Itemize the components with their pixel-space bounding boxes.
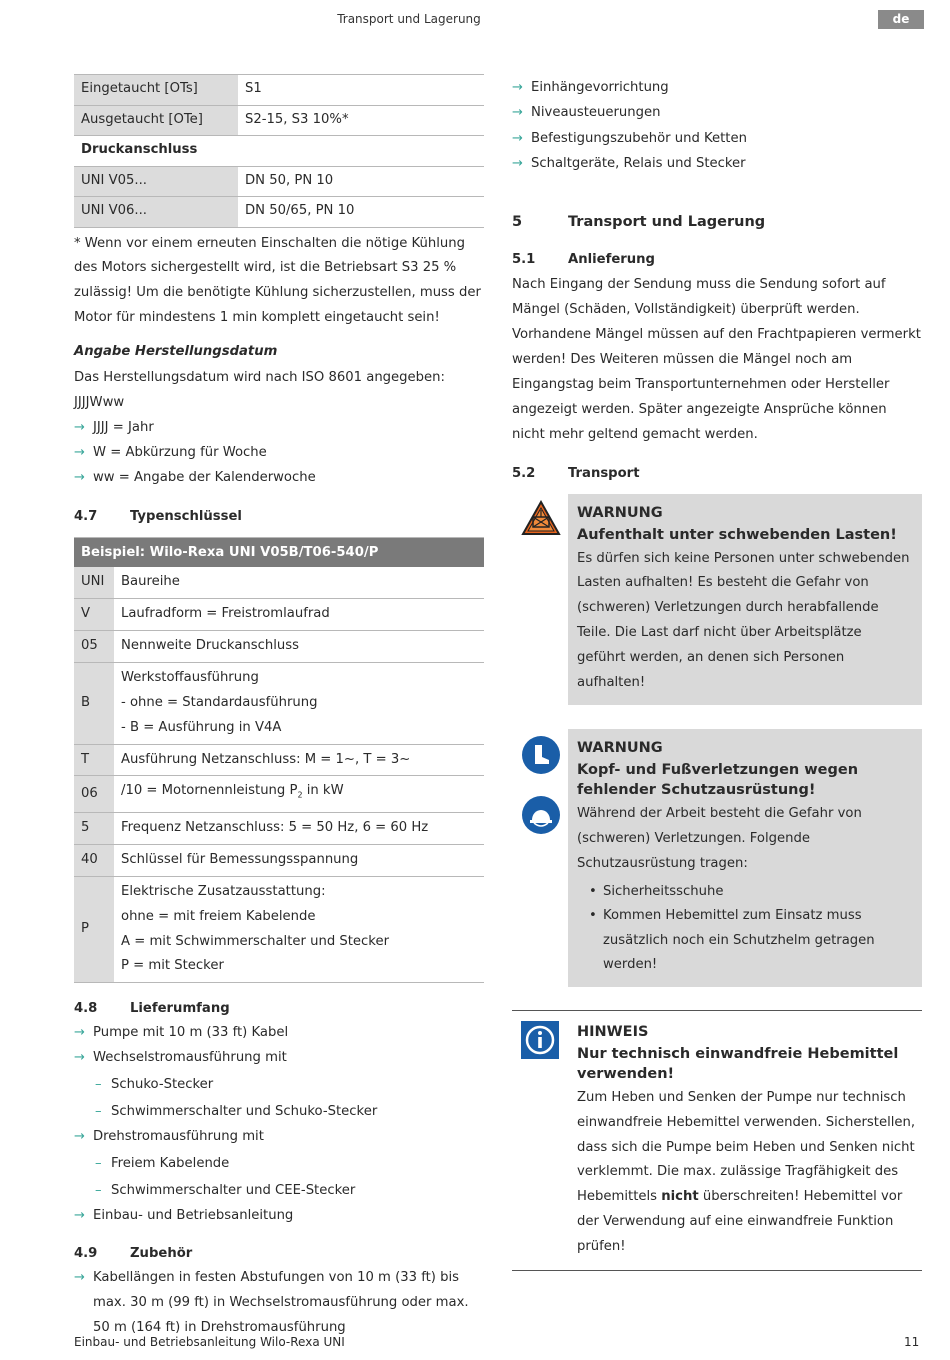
safety-helmet-icon [521, 795, 561, 839]
key-code: 05 [74, 630, 114, 662]
key-desc: Schlüssel für Bemessungsspannung [114, 844, 484, 876]
spec-value: S2-15, S3 10%* [238, 105, 484, 136]
arrow-icon: → [74, 1208, 85, 1224]
arrow-icon: → [512, 80, 523, 95]
accessory-list-cont [512, 75, 922, 176]
key-code: P [74, 876, 114, 983]
table-row [74, 598, 484, 630]
key-desc: Elektrische Zusatzausstattung: ohne = mit freiem Kabelende A = mit Schwimmerschalter und Stecker P = mit Stecker [114, 876, 484, 983]
warning-title: WARNUNG [577, 504, 663, 521]
arrow-icon: → [74, 1270, 85, 1286]
key-code: V [74, 598, 114, 630]
delivery-list [74, 1021, 484, 1071]
manufacture-list [74, 416, 484, 491]
manufacture-heading: Angabe Herstellungsdatum [74, 344, 278, 360]
warning-subtitle: Aufenthalt unter schwebenden Lasten! [577, 526, 897, 543]
section-number: 5.2 [512, 465, 536, 481]
section-heading-5 [512, 210, 922, 234]
section-title: Transport [568, 465, 640, 481]
delivery-text: Nach Eingang der Sendung muss die Sendung sofort auf Mängel (Schäden, Vollständigkeit) überprüft werden. Vorhandene Mängel müssen auf den Frachtpapieren vermerkt werden! Des Weiteren müssen die Mängel noch am Eingangstag beim Transportunternehmen oder Hersteller angezeigt werden. Später angezeigte Ansprüche können nicht mehr geltend gemacht werden. [512, 277, 921, 442]
table-row [74, 567, 484, 598]
list-item: → Drehstromausführung mit [74, 1125, 484, 1150]
dash-icon: – [95, 1077, 102, 1093]
info-icon [521, 1021, 559, 1063]
arrow-icon: → [512, 130, 523, 146]
safety-boots-icon [521, 735, 561, 779]
spec-table [74, 74, 484, 228]
list-item: → Kabellängen in festen Abstufungen von 10 m (33 ft) bis max. 30 m (99 ft) in Wechselstromausführung oder max. 50 m (164 ft) in Drehstromausführung [74, 1266, 484, 1341]
right-column [512, 74, 922, 1271]
key-desc: Frequenz Netzanschluss: 5 = 50 Hz, 6 = 60 Hz [114, 812, 484, 844]
table-row [74, 630, 484, 662]
arrow-icon: → [74, 1050, 85, 1066]
spec-value: DN 50/65, PN 10 [238, 197, 484, 228]
spec-value: S1 [238, 75, 484, 106]
spec-value: DN 50, PN 10 [238, 166, 484, 197]
language-badge: de [878, 10, 924, 29]
section-title: Lieferumfang [130, 1001, 230, 1017]
dash-icon: – [95, 1104, 102, 1120]
left-column [74, 74, 484, 1341]
key-code: 5 [74, 812, 114, 844]
bullet-icon: • [589, 883, 597, 899]
key-code: 40 [74, 844, 114, 876]
ppe-list [577, 880, 913, 978]
list-item: – Schwimmerschalter und CEE-Stecker [74, 1177, 484, 1204]
spec-label: Eingetaucht [OTs] [74, 75, 238, 106]
section-number: 4.8 [74, 1001, 98, 1017]
table-row [74, 812, 484, 844]
section-heading-4-8 [74, 997, 484, 1021]
table-row [74, 744, 484, 776]
list-item: • Sicherheitsschuhe [577, 880, 913, 905]
section-heading-4-9 [74, 1242, 484, 1266]
type-key-table [74, 537, 484, 984]
section-heading-5-1 [512, 248, 922, 272]
arrow-icon: → [74, 444, 85, 460]
spec-label: Ausgetaucht [OTe] [74, 105, 238, 136]
table-row [74, 776, 484, 813]
list-item: → Pumpe mit 10 m (33 ft) Kabel [74, 1021, 484, 1046]
suspended-load-warning-icon [521, 500, 561, 540]
table-row [74, 75, 484, 106]
running-header: Transport und Lagerung [337, 12, 481, 26]
key-desc: Laufradform = Freistromlaufrad [114, 598, 484, 630]
section-heading-5-2 [512, 462, 922, 486]
footer-title: Einbau- und Betriebsanleitung Wilo-Rexa UNI [74, 1335, 345, 1349]
key-code: T [74, 744, 114, 776]
spec-label: UNI V05... [74, 166, 238, 197]
key-desc: Ausführung Netzanschluss: M = 1~, T = 3~ [114, 744, 484, 776]
key-desc: /10 = Motornennleistung $P_2$ in kW [114, 776, 484, 813]
arrow-icon: → [512, 105, 523, 121]
manufacture-text: Das Herstellungsdatum wird nach ISO 8601 angegeben: JJJJWww [74, 370, 445, 410]
delivery-sublist [74, 1071, 484, 1125]
dash-icon: – [95, 1183, 102, 1199]
section-heading-4-7 [74, 505, 484, 529]
section-title: Zubehör [130, 1246, 193, 1262]
warning-text: Während der Arbeit besteht die Gefahr von (schweren) Verletzungen. Folgende Schutzausrüstung tragen: [577, 805, 862, 871]
key-desc: Werkstoffausführung - ohne = Standardausführung - B = Ausführung in V4A [114, 662, 484, 744]
list-item: → Befestigungszubehör und Ketten [512, 126, 922, 151]
key-desc: Baureihe [114, 567, 484, 598]
list-item: • Kommen Hebemittel zum Einsatz muss zusätzlich noch ein Schutzhelm getragen werden! [577, 904, 913, 978]
arrow-icon: → [512, 155, 523, 171]
table-row [74, 166, 484, 197]
section-number: 5.1 [512, 252, 536, 268]
warning-protective-equipment [512, 729, 922, 987]
arrow-icon: → [74, 1025, 85, 1041]
warning-suspended-loads [512, 494, 922, 705]
list-item: → W = Abkürzung für Woche [74, 441, 484, 466]
hint-subtitle: Nur technisch einwandfreie Hebemittel verwenden! [577, 1045, 899, 1082]
list-item: – Freiem Kabelende [74, 1150, 484, 1177]
section-number: 4.9 [74, 1246, 98, 1262]
hint-box [512, 1010, 922, 1271]
dash-icon: – [95, 1156, 102, 1172]
table-row [74, 662, 484, 744]
accessory-list [74, 1266, 484, 1341]
table-row [74, 197, 484, 228]
list-item: – Schuko-Stecker [74, 1071, 484, 1098]
warning-text: Es dürfen sich keine Personen unter schwebenden Lasten aufhalten! Es besteht die Gefahr von (schweren) Verletzungen durch herabfallende Teile. Die Last darf nicht über Arbeitsplätze geführt werden, an denen sich Personen aufhalten! [577, 550, 910, 691]
spec-label: UNI V06... [74, 197, 238, 228]
list-item: → Einhängevorrichtung [512, 75, 922, 100]
delivery-sublist [74, 1150, 484, 1204]
arrow-icon: → [74, 419, 85, 435]
list-item: → Schaltgeräte, Relais und Stecker [512, 151, 922, 176]
arrow-icon: → [74, 1129, 85, 1145]
section-title: Anlieferung [568, 252, 655, 268]
section-number: 4.7 [74, 508, 98, 524]
table-row [74, 136, 484, 167]
table-row [74, 844, 484, 876]
footnote: * Wenn vor einem erneuten Einschalten die nötige Kühlung des Motors sichergestellt wird, ist die Betriebsart S3 25 % zulässig! Um die benötigte Kühlung sicherzustellen, muss der Motor für mindestens 1 min komplett eingetaucht sein! [74, 235, 481, 326]
list-item: → Wechselstromausführung mit [74, 1046, 484, 1071]
page-number: 11 [904, 1335, 920, 1349]
list-item: – Schwimmerschalter und Schuko-Stecker [74, 1098, 484, 1125]
warning-title: WARNUNG [577, 739, 663, 756]
key-code: 06 [74, 776, 114, 813]
table-row [74, 876, 484, 983]
list-item: → JJJJ = Jahr [74, 416, 484, 441]
hint-text: Zum Heben und Senken der Pumpe nur technisch einwandfreie Hebemittel verwenden. Sicherstellen, dass sich die Pumpe beim Heben und Senken nicht verklemmt. Die max. zulässige Tragfähigkeit des Hebemittels nicht überschreiten! Hebemittel vor der Verwendung auf eine einwandfreie Funktion prüfen! [577, 1089, 916, 1255]
list-item: → ww = Angabe der Kalenderwoche [74, 466, 484, 491]
bullet-icon: • [589, 908, 597, 924]
key-code: UNI [74, 567, 114, 598]
table-row [74, 105, 484, 136]
list-item: → Einbau- und Betriebsanleitung [74, 1204, 484, 1229]
spec-group-label: Druckanschluss [74, 136, 484, 167]
key-desc: Nennweite Druckanschluss [114, 630, 484, 662]
hint-title: HINWEIS [577, 1023, 649, 1040]
section-title: Transport und Lagerung [568, 214, 766, 231]
key-code: B [74, 662, 114, 744]
section-title: Typenschlüssel [130, 508, 242, 524]
type-key-example: Beispiel: Wilo-Rexa UNI V05B/T06-540/P [74, 537, 484, 567]
warning-subtitle: Kopf- und Fußverletzungen wegen fehlender Schutzausrüstung! [577, 761, 859, 798]
list-item: → Niveausteuerungen [512, 100, 922, 125]
arrow-icon: → [74, 469, 85, 485]
section-number: 5 [512, 214, 523, 231]
